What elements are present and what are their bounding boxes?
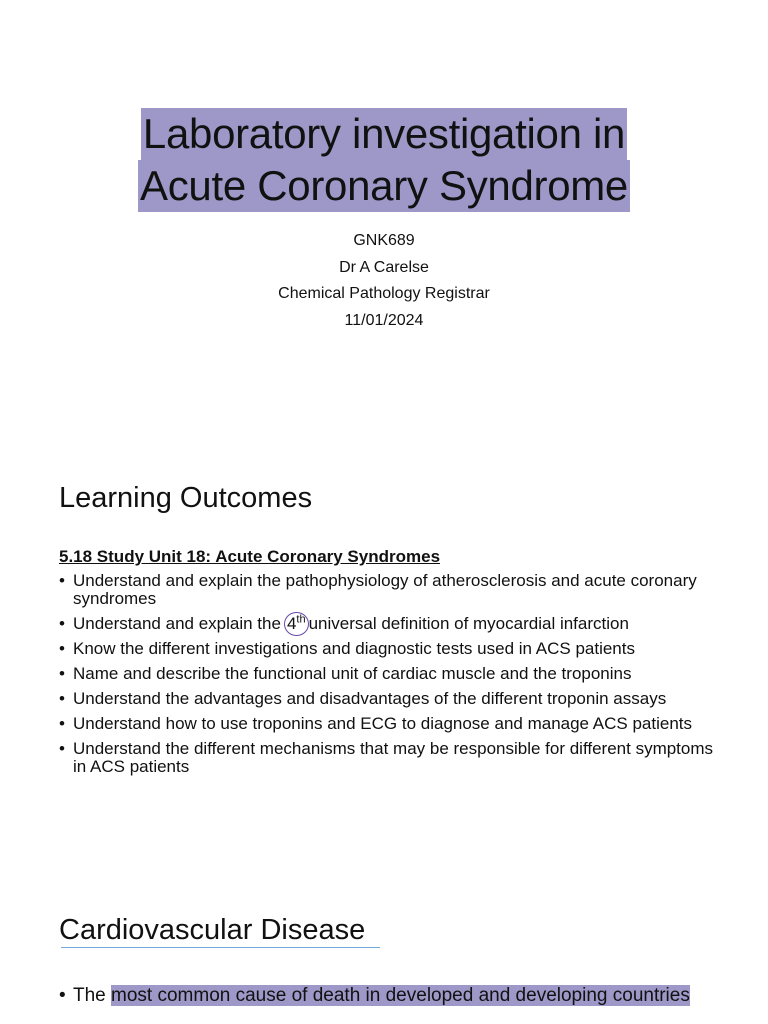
list-item-text: Name and describe the functional unit of cardiac muscle and the troponins <box>73 664 632 683</box>
list-item-text: Understand how to use troponins and ECG to diagnose and manage ACS patients <box>73 714 693 733</box>
list-item-text: Understand the different mechanisms that may be responsible for different symptoms in ACS patients <box>73 739 714 776</box>
list-item <box>59 715 719 733</box>
presenter-role: Chemical Pathology Registrar <box>278 285 490 302</box>
learning-outcomes-list <box>59 572 719 783</box>
list-item-text: Know the different investigations and diagnostic tests used in ACS patients <box>73 639 635 658</box>
list-item-text-before: Understand and explain the <box>73 613 281 633</box>
list-item <box>59 572 719 607</box>
bullet-icon: • <box>59 664 65 683</box>
highlighted-text: most common cause of death in developed and developing countries <box>111 985 690 1006</box>
learning-outcomes-heading: Learning Outcomes <box>59 482 313 514</box>
list-item <box>59 690 719 708</box>
presentation-date: 11/01/2024 <box>344 311 424 329</box>
cardiovascular-disease-heading: Cardiovascular Disease <box>59 914 366 946</box>
list-item-text: Understand and explain the pathophysiology of atherosclerosis and acute coronary syndromes <box>73 571 697 608</box>
circled-suffix: th <box>296 612 306 625</box>
bullet-icon: • <box>59 689 65 708</box>
title-line-1: Laboratory investigation in <box>141 108 627 160</box>
list-item <box>59 612 719 633</box>
presenter-details <box>0 228 768 334</box>
title-line-2: Acute Coronary Syndrome <box>138 160 630 212</box>
heading-underline <box>61 947 380 948</box>
course-code: GNK689 <box>353 232 415 249</box>
bullet-icon: • <box>59 613 65 633</box>
list-item-text-after: universal definition of myocardial infarction <box>308 613 629 633</box>
bullet-icon: • <box>59 985 66 1006</box>
presentation-title <box>0 108 768 212</box>
bullet-icon: • <box>59 571 65 590</box>
presenter-name: Dr A Carelse <box>339 258 429 276</box>
bullet-icon: • <box>59 714 65 733</box>
list-item <box>59 665 719 683</box>
list-item-text: Understand the advantages and disadvantages of the different troponin assays <box>73 689 667 708</box>
bullet-icon: • <box>59 639 65 658</box>
circled-annotation <box>284 612 309 636</box>
list-item-plain-text: The <box>73 985 112 1006</box>
cardiovascular-disease-list <box>59 984 719 1007</box>
study-unit-heading: 5.18 Study Unit 18: Acute Coronary Syndromes <box>59 547 441 566</box>
list-item <box>59 640 719 658</box>
list-item <box>59 984 719 1007</box>
bullet-icon: • <box>59 739 65 758</box>
list-item <box>59 740 719 775</box>
circled-number: 4 <box>286 613 297 633</box>
